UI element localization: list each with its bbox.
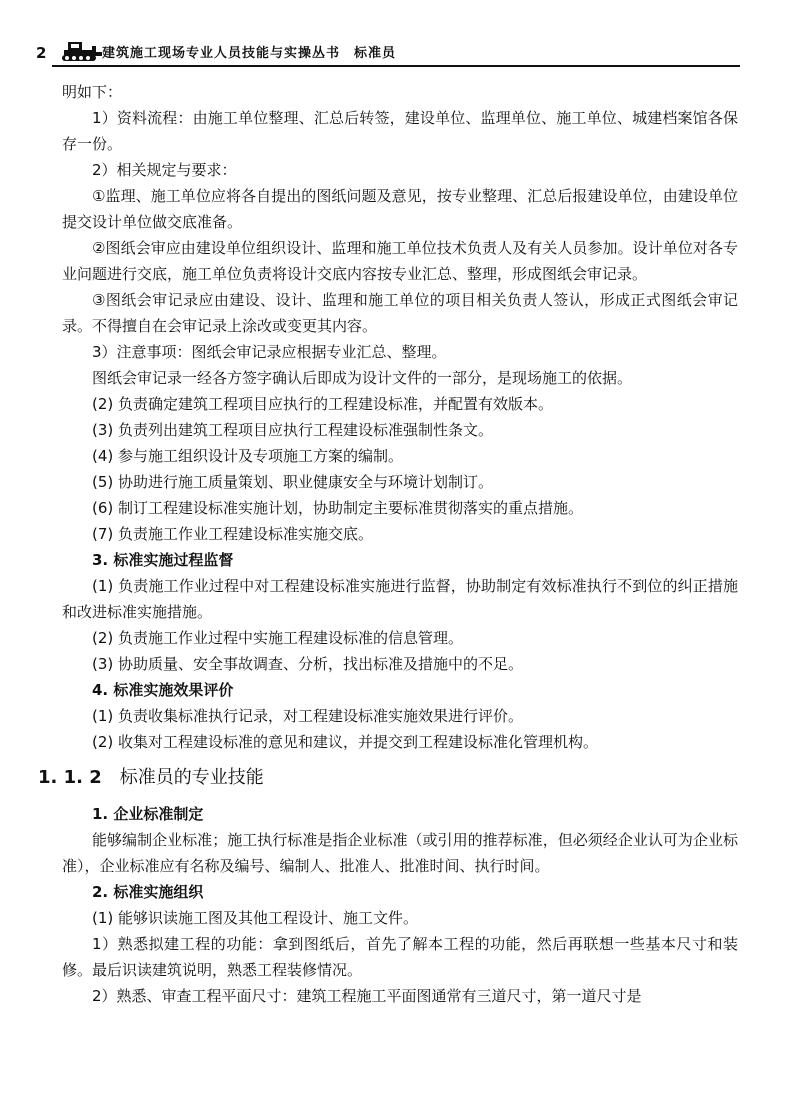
list-item: (2) 负责确定建筑工程项目应执行的工程建设标准，并配置有效版本。	[92, 395, 554, 413]
subheading: 1. 企业标准制定	[92, 805, 204, 823]
paragraph: 1）资料流程：由施工单位整理、汇总后转签，建设单位、监理单位、施工单位、城建档案馆各保存一份。	[62, 109, 738, 153]
header-title: 建筑施工现场专业人员技能与实操丛书 标准员	[102, 46, 397, 61]
page-content	[38, 79, 738, 1009]
list-item: (1) 负责施工作业过程中对工程建设标准实施进行监督，协助制定有效标准执行不到位的纠正措施和改进标准实施措施。	[62, 577, 738, 621]
page-number: 2	[36, 44, 47, 62]
list-item: (4) 参与施工组织设计及专项施工方案的编制。	[92, 447, 404, 465]
paragraph: ①监理、施工单位应将各自提出的图纸问题及意见，按专业整理、汇总后报建设单位，由建设单位提交设计单位做交底准备。	[62, 187, 738, 231]
list-item: (7) 负责施工作业工程建设标准实施交底。	[92, 525, 374, 543]
paragraph: 明如下：	[62, 83, 123, 101]
header-divider	[52, 65, 740, 67]
list-item: (2) 负责施工作业过程中实施工程建设标准的信息管理。	[92, 629, 464, 647]
paragraph: ③图纸会审记录应由建设、设计、监理和施工单位的项目相关负责人签认，形成正式图纸会审记录。不得擅自在会审记录上涂改或变更其内容。	[62, 291, 738, 335]
paragraph: 能够编制企业标准；施工执行标准是指企业标准（或引用的推荐标准，但必须经企业认可为企业标准），企业标准应有名称及编号、编制人、批准人、批准时间、执行时间。	[62, 831, 738, 875]
paragraph: 2）相关规定与要求：	[92, 161, 237, 179]
paragraph: ②图纸会审应由建设单位组织设计、监理和施工单位技术负责人及有关人员参加。设计单位对各专业问题进行交底，施工单位负责将设计交底内容按专业汇总、整理，形成图纸会审记录。	[62, 239, 738, 283]
section-number: 1. 1. 2	[38, 767, 102, 788]
subheading: 3. 标准实施过程监督	[92, 551, 234, 569]
paragraph: 1）熟悉拟建工程的功能：拿到图纸后，首先了解本工程的功能，然后再联想一些基本尺寸和装修。最后识读建筑说明，熟悉工程装修情况。	[62, 935, 738, 979]
list-item: (1) 能够识读施工图及其他工程设计、施工文件。	[92, 909, 419, 927]
paragraph: 3）注意事项：图纸会审记录应根据专业汇总、整理。	[92, 343, 447, 361]
list-item: (3) 负责列出建筑工程项目应执行工程建设标准强制性条文。	[92, 421, 494, 439]
paragraph: 图纸会审记录一经各方签字确认后即成为设计文件的一部分，是现场施工的依据。	[92, 369, 633, 387]
list-item: (1) 负责收集标准执行记录，对工程建设标准实施效果进行评价。	[92, 707, 524, 725]
page-header	[36, 40, 756, 66]
subheading: 4. 标准实施效果评价	[92, 681, 234, 699]
list-item: (3) 协助质量、安全事故调查、分析，找出标准及措施中的不足。	[92, 655, 524, 673]
list-item: (2) 收集对工程建设标准的意见和建议，并提交到工程建设标准化管理机构。	[92, 733, 599, 751]
bulldozer-icon	[58, 40, 104, 62]
section-heading	[38, 763, 738, 793]
section-title: 标准员的专业技能	[119, 767, 264, 788]
paragraph: 2）熟悉、审查工程平面尺寸：建筑工程施工平面图通常有三道尺寸，第一道尺寸是	[92, 987, 642, 1005]
list-item: (5) 协助进行施工质量策划、职业健康安全与环境计划制订。	[92, 473, 494, 491]
subheading: 2. 标准实施组织	[92, 883, 204, 901]
list-item: (6) 制订工程建设标准实施计划，协助制定主要标准贯彻落实的重点措施。	[92, 499, 584, 517]
